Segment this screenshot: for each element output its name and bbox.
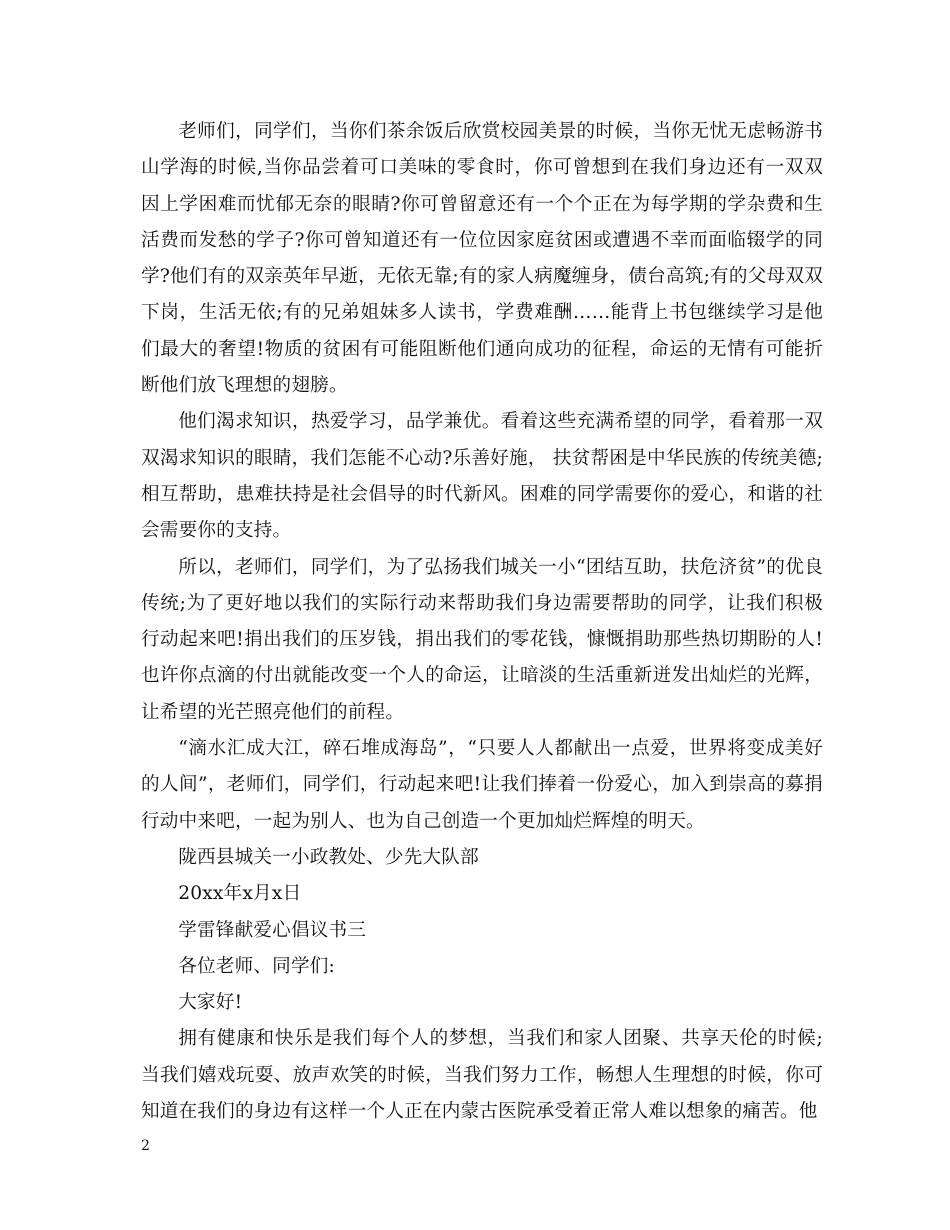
document-body	[141, 114, 823, 1130]
signature-line: 陇西县城关一小政教处、少先大队部	[178, 846, 479, 868]
paragraph-3: 所以，老师们，同学们，为了弘扬我们城关一小“团结互助，扶危济贫”的优良传统;为了更好地以我们的实际行动来帮助我们身边需要帮助的同学，让我们积极行动起来吧!捐出我们的压岁钱，捐出我们的零花钱，慷慨捐助那些热切期盼的人!也许你点滴的付出就能改变一个人的命运，让暗淡的生活重新迸发出灿烂的光辉，让希望的光芒照亮他们的前程。	[141, 556, 823, 723]
page-number: 2	[141, 1138, 150, 1154]
greeting-line: 大家好!	[178, 992, 243, 1014]
salutation-line: 各位老师、同学们:	[178, 955, 336, 977]
paragraph-4: “滴水汇成大江，碎石堆成海岛”，“只要人人都献出一点爱，世界将变成美好的人间”，老师们，同学们，行动起来吧!让我们捧着一份爱心，加入到崇高的募捐行动中来吧，一起为别人、也为自己创造一个更加灿烂辉煌的明天。	[141, 738, 823, 832]
date-line: 20xx年x月x日	[178, 883, 302, 905]
paragraph-1: 老师们，同学们，当你们茶余饭后欣赏校园美景的时候，当你无忧无虑畅游书山学海的时候,当你品尝着可口美味的零食时，你可曾想到在我们身边还有一双双因上学困难而忧郁无奈的眼睛?你可曾留意还有一个个正在为每学期的学杂费和生活费而发愁的学子?你可曾知道还有一位位因家庭贫困或遭遇不幸而面临辍学的同学?他们有的双亲英年早逝，无依无靠;有的家人病魔缠身，债台高筑;有的父母双双下岗，生活无依;有的兄弟姐妹多人读书，学费难酬……能背上书包继续学习是他们最大的奢望!物质的贫困有可能阻断他们通向成功的征程，命运的无情有可能折断他们放飞理想的翅膀。	[141, 121, 823, 397]
paragraph-final: 拥有健康和快乐是我们每个人的梦想，当我们和家人团聚、共享天伦的时候;当我们嬉戏玩耍、放声欢笑的时候，当我们努力工作，畅想人生理想的时候，你可知道在我们的身边有这样一个人正在内蒙古医院承受着正常人难以想象的痛苦。他	[141, 1028, 823, 1123]
next-document-title: 学雷锋献爱心倡议书三	[178, 919, 367, 941]
paragraph-2: 他们渴求知识，热爱学习，品学兼优。看着这些充满希望的同学，看着那一双双渴求知识的眼睛，我们怎能不心动?乐善好施， 扶贫帮困是中华民族的传统美德;相互帮助，患难扶持是社会倡导的时代新风。困难的同学需要你的爱心，和谐的社会需要你的支持。	[141, 411, 823, 542]
